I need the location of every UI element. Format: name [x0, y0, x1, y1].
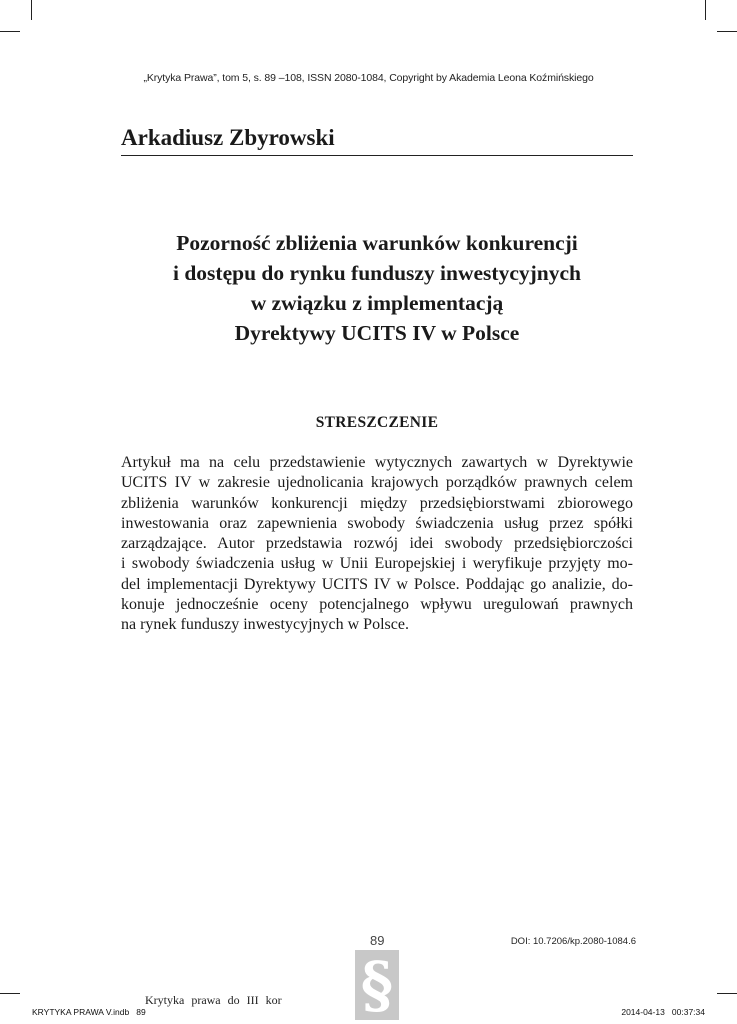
abstract-line: UCITS IV w zakresie ujednolicania krajowych porządków prawnych celem — [121, 474, 633, 492]
abstract-line: na rynek funduszy inwestycyjnych w Polsce. — [121, 616, 409, 634]
title-line: Pozorność zbliżenia warunków konkurencji — [176, 231, 578, 255]
title-line: i dostępu do rynku funduszy inwestycyjnych — [173, 261, 581, 285]
crop-mark-top-right-vertical — [705, 0, 706, 20]
print-slug-timestamp: 2014-04-13 00:37:34 — [621, 1007, 705, 1017]
abstract-heading: STRESZCZENIE — [315, 414, 439, 431]
abstract-line: Artykuł ma na celu przedstawienie wytycznych zawartych w Dyrektywie — [121, 454, 633, 471]
title-line: Dyrektywy UCITS IV w Polsce — [234, 321, 520, 345]
author-divider — [121, 155, 633, 156]
print-slug-file: KRYTYKA PRAWA V.indb 89 — [32, 1007, 146, 1017]
section-sign-icon — [355, 950, 399, 1020]
abstract-body — [121, 453, 633, 636]
abstract-line: konuje jednocześnie oceny potencjalnego wpływu uregulowań prawnych — [121, 596, 633, 614]
section-sign-glyph: § — [360, 948, 394, 1021]
abstract-line: zarządzające. Autor przedstawia rozwój idei swobody przedsiębiorczości — [121, 535, 633, 553]
abstract-line: zbliżenia warunków konkurencji między przedsiębiorstwami zbiorowego — [121, 494, 633, 512]
article-title — [90, 228, 664, 348]
journal-citation-header: „Krytyka Prawa”, tom 5, s. 89 –108, ISSN 2080-1084, Copyright by Akademia Leona Koźmińskiego — [143, 72, 594, 84]
crop-mark-top-left-horizontal — [0, 31, 20, 32]
crop-mark-top-left-vertical — [31, 0, 32, 20]
crop-mark-bottom-left-horizontal — [0, 993, 20, 994]
title-line: w związku z implementacją — [250, 291, 504, 315]
abstract-line: del implementacji Dyrektywy UCITS IV w Polsce. Poddając go analizie, do- — [121, 575, 633, 593]
journal-name-footer: Krytyka prawa do III kor — [145, 993, 282, 1007]
page-number: 89 — [370, 933, 385, 948]
crop-mark-top-right-horizontal — [717, 31, 737, 32]
doi-label: DOI: 10.7206/kp.2080-1084.6 — [510, 936, 636, 947]
author-name: Arkadiusz Zbyrowski — [121, 125, 335, 150]
abstract-line: inwestowania oraz zapewnienia swobody świadczenia usług przez spółki — [121, 514, 633, 532]
abstract-line: i swobody świadczenia usług w Unii Europejskiej i weryfikuje przyjęty mo- — [121, 555, 633, 573]
crop-mark-bottom-right-horizontal — [717, 993, 737, 994]
